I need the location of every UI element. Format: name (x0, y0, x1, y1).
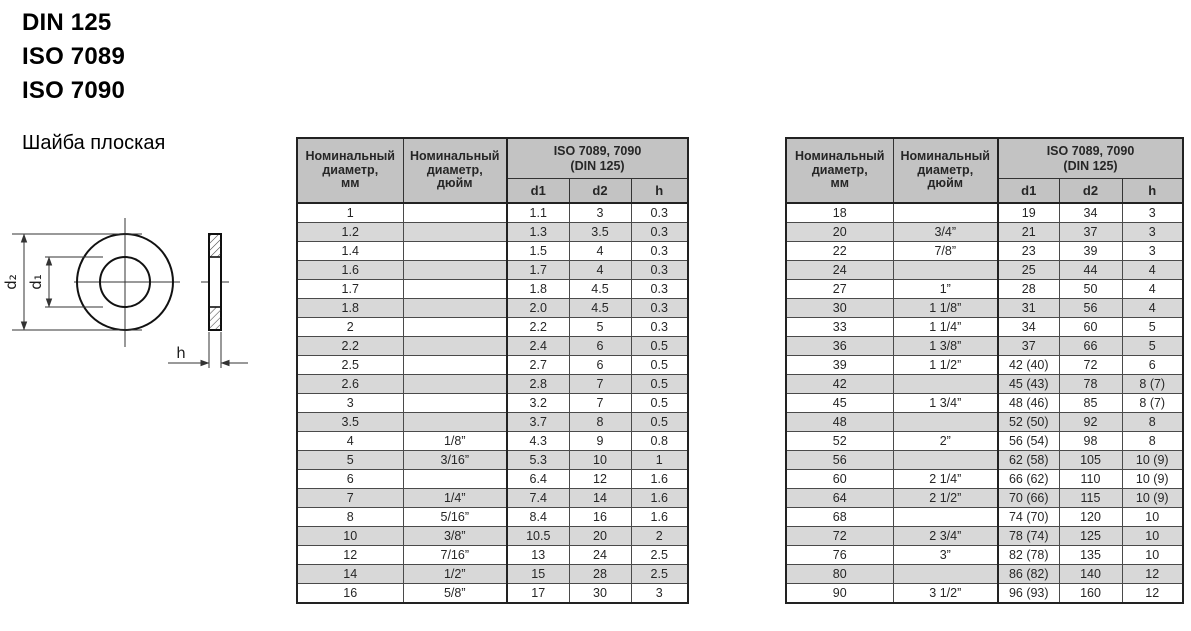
cell-d2: 115 (1059, 489, 1122, 508)
cell-h: 3 (1122, 223, 1183, 242)
cell-nominal-inch: 5/16” (403, 508, 507, 527)
cell-h: 4 (1122, 299, 1183, 318)
cell-h: 1.6 (631, 489, 688, 508)
cell-h: 8 (7) (1122, 394, 1183, 413)
cell-nominal-inch (893, 508, 998, 527)
cell-d1: 2.4 (507, 337, 569, 356)
cell-h: 0.3 (631, 223, 688, 242)
cell-h: 1 (631, 451, 688, 470)
cell-h: 0.3 (631, 261, 688, 280)
table-row (297, 337, 688, 356)
cell-d1: 28 (998, 280, 1059, 299)
header-nominal-inch (893, 138, 998, 203)
cell-d1: 2.8 (507, 375, 569, 394)
cell-nominal-inch (893, 565, 998, 584)
cell-d1: 42 (40) (998, 356, 1059, 375)
washer-dimensions-table-small (296, 137, 689, 604)
header-line: (DIN 125) (570, 158, 625, 173)
cell-h: 0.5 (631, 337, 688, 356)
cell-d1: 3.7 (507, 413, 569, 432)
cell-nominal-inch (403, 203, 507, 223)
table-row (786, 565, 1183, 584)
table-row (786, 432, 1183, 451)
table-row (297, 508, 688, 527)
cell-h: 10 (9) (1122, 470, 1183, 489)
cell-nominal-inch: 1 3/4” (893, 394, 998, 413)
cell-nominal-inch (403, 337, 507, 356)
cell-h: 3 (1122, 242, 1183, 261)
header-line: Номинальный (900, 149, 990, 164)
cell-h: 0.5 (631, 413, 688, 432)
cell-d1: 1.5 (507, 242, 569, 261)
cell-d1: 52 (50) (998, 413, 1059, 432)
table-row (297, 318, 688, 337)
cell-nominal-inch (403, 242, 507, 261)
cell-d2: 30 (569, 584, 631, 604)
cell-d2: 9 (569, 432, 631, 451)
table-row (297, 394, 688, 413)
cell-nominal-mm: 3 (297, 394, 403, 413)
cell-d1: 82 (78) (998, 546, 1059, 565)
cell-h: 10 (9) (1122, 489, 1183, 508)
cell-nominal-inch (403, 280, 507, 299)
cell-d2: 66 (1059, 337, 1122, 356)
header-d1: d1 (998, 179, 1059, 204)
cell-h: 10 (1122, 527, 1183, 546)
table-row (297, 299, 688, 318)
header-line: Номинальный (410, 149, 500, 164)
header-line: Номинальный (305, 149, 395, 164)
cell-nominal-inch: 2 1/2” (893, 489, 998, 508)
cell-nominal-mm: 22 (786, 242, 893, 261)
cell-d1: 19 (998, 203, 1059, 223)
cell-d2: 60 (1059, 318, 1122, 337)
cell-d1: 1.8 (507, 280, 569, 299)
cell-nominal-mm: 76 (786, 546, 893, 565)
header-d2: d2 (1059, 179, 1122, 204)
cell-d1: 86 (82) (998, 565, 1059, 584)
cell-d1: 8.4 (507, 508, 569, 527)
cell-h: 3 (1122, 203, 1183, 223)
table-row (297, 413, 688, 432)
cell-nominal-inch (403, 318, 507, 337)
cell-nominal-mm: 56 (786, 451, 893, 470)
cell-h: 5 (1122, 337, 1183, 356)
page-subtitle: Шайба плоская (22, 132, 166, 154)
cell-nominal-inch (403, 470, 507, 489)
cell-nominal-inch: 3/4” (893, 223, 998, 242)
cell-h: 0.8 (631, 432, 688, 451)
header-line: мм (830, 176, 849, 191)
cell-h: 4 (1122, 261, 1183, 280)
cell-nominal-mm: 4 (297, 432, 403, 451)
header-h: h (631, 179, 688, 204)
cell-h: 0.3 (631, 280, 688, 299)
cell-d2: 8 (569, 413, 631, 432)
cell-d2: 12 (569, 470, 631, 489)
table-row (786, 261, 1183, 280)
header-line: Номинальный (795, 149, 885, 164)
cell-h: 10 (1122, 546, 1183, 565)
cell-d2: 56 (1059, 299, 1122, 318)
cell-h: 2 (631, 527, 688, 546)
cell-nominal-mm: 1.8 (297, 299, 403, 318)
cell-d2: 110 (1059, 470, 1122, 489)
header-line: (DIN 125) (1063, 158, 1118, 173)
cell-d2: 160 (1059, 584, 1122, 604)
cell-nominal-mm: 2.6 (297, 375, 403, 394)
cell-h: 4 (1122, 280, 1183, 299)
cell-nominal-mm: 5 (297, 451, 403, 470)
cell-h: 0.5 (631, 394, 688, 413)
section-hatch-top (209, 234, 221, 257)
cell-d2: 34 (1059, 203, 1122, 223)
title-din-125: DIN 125 (22, 9, 112, 36)
table-row (297, 223, 688, 242)
header-line: ISO 7089, 7090 (1046, 143, 1135, 158)
cell-d2: 3.5 (569, 223, 631, 242)
cell-d1: 31 (998, 299, 1059, 318)
cell-nominal-inch (403, 394, 507, 413)
cell-h: 8 (1122, 413, 1183, 432)
cell-d1: 78 (74) (998, 527, 1059, 546)
cell-d1: 2.2 (507, 318, 569, 337)
table-row (297, 489, 688, 508)
cell-nominal-mm: 2.5 (297, 356, 403, 375)
cell-nominal-mm: 1.6 (297, 261, 403, 280)
header-d1: d1 (507, 179, 569, 204)
cell-d2: 37 (1059, 223, 1122, 242)
cell-nominal-mm: 20 (786, 223, 893, 242)
cell-nominal-inch: 2 3/4” (893, 527, 998, 546)
table-row (297, 451, 688, 470)
cell-d1: 74 (70) (998, 508, 1059, 527)
cell-nominal-inch (403, 413, 507, 432)
cell-d2: 4.5 (569, 280, 631, 299)
cell-nominal-inch: 3/16” (403, 451, 507, 470)
cell-h: 0.3 (631, 203, 688, 223)
cell-h: 0.3 (631, 318, 688, 337)
cell-nominal-mm: 90 (786, 584, 893, 604)
cell-nominal-inch: 2 1/4” (893, 470, 998, 489)
cell-d1: 62 (58) (998, 451, 1059, 470)
table-row (786, 584, 1183, 604)
washer-front-view (74, 218, 180, 347)
cell-d1: 96 (93) (998, 584, 1059, 604)
cell-h: 2.5 (631, 565, 688, 584)
washer-technical-drawing (0, 205, 290, 385)
cell-h: 0.5 (631, 375, 688, 394)
cell-h: 0.3 (631, 242, 688, 261)
cell-nominal-mm: 42 (786, 375, 893, 394)
cell-nominal-mm: 2.2 (297, 337, 403, 356)
cell-nominal-mm: 1.2 (297, 223, 403, 242)
table-row (297, 470, 688, 489)
cell-nominal-mm: 8 (297, 508, 403, 527)
cell-d1: 1.1 (507, 203, 569, 223)
table-row (297, 356, 688, 375)
cell-nominal-mm: 39 (786, 356, 893, 375)
cell-d2: 105 (1059, 451, 1122, 470)
cell-nominal-inch (403, 356, 507, 375)
table-row (786, 223, 1183, 242)
cell-h: 0.3 (631, 299, 688, 318)
cell-nominal-inch: 1” (893, 280, 998, 299)
cell-d1: 21 (998, 223, 1059, 242)
cell-nominal-inch: 5/8” (403, 584, 507, 604)
cell-nominal-mm: 80 (786, 565, 893, 584)
cell-nominal-inch (403, 299, 507, 318)
cell-nominal-inch: 1 1/4” (893, 318, 998, 337)
cell-nominal-mm: 72 (786, 527, 893, 546)
table-row (786, 356, 1183, 375)
cell-d1: 48 (46) (998, 394, 1059, 413)
title-iso-7089: ISO 7089 (22, 43, 126, 70)
table-row (786, 375, 1183, 394)
cell-d2: 120 (1059, 508, 1122, 527)
cell-d2: 4.5 (569, 299, 631, 318)
table-row (786, 394, 1183, 413)
cell-nominal-inch (403, 261, 507, 280)
cell-h: 8 (1122, 432, 1183, 451)
cell-h: 2.5 (631, 546, 688, 565)
table-row (786, 489, 1183, 508)
cell-d2: 3 (569, 203, 631, 223)
cell-nominal-mm: 16 (297, 584, 403, 604)
cell-d2: 50 (1059, 280, 1122, 299)
cell-d1: 10.5 (507, 527, 569, 546)
cell-d1: 56 (54) (998, 432, 1059, 451)
header-line: дюйм (436, 176, 473, 191)
cell-nominal-inch: 1/2” (403, 565, 507, 584)
standards-title-block (22, 6, 125, 108)
cell-d1: 1.7 (507, 261, 569, 280)
cell-nominal-mm: 3.5 (297, 413, 403, 432)
cell-h: 0.5 (631, 356, 688, 375)
section-hatch-bottom (209, 307, 221, 330)
cell-nominal-mm: 12 (297, 546, 403, 565)
table-row (786, 470, 1183, 489)
cell-d2: 72 (1059, 356, 1122, 375)
cell-d1: 23 (998, 242, 1059, 261)
header-iso-group (507, 138, 688, 179)
cell-d2: 6 (569, 356, 631, 375)
cell-d1: 15 (507, 565, 569, 584)
cell-nominal-inch: 1/8” (403, 432, 507, 451)
cell-nominal-inch (403, 375, 507, 394)
cell-h: 12 (1122, 565, 1183, 584)
header-d2: d2 (569, 179, 631, 204)
cell-d1: 2.0 (507, 299, 569, 318)
cell-d1: 45 (43) (998, 375, 1059, 394)
cell-d1: 6.4 (507, 470, 569, 489)
cell-d1: 3.2 (507, 394, 569, 413)
cell-d2: 5 (569, 318, 631, 337)
table-row (297, 565, 688, 584)
cell-d2: 98 (1059, 432, 1122, 451)
header-line: ISO 7089, 7090 (553, 143, 642, 158)
cell-h: 3 (631, 584, 688, 604)
cell-d1: 4.3 (507, 432, 569, 451)
cell-d1: 17 (507, 584, 569, 604)
cell-d1: 1.3 (507, 223, 569, 242)
table-row (786, 318, 1183, 337)
cell-h: 6 (1122, 356, 1183, 375)
cell-d2: 4 (569, 261, 631, 280)
cell-nominal-mm: 60 (786, 470, 893, 489)
washer-section-view (201, 234, 229, 330)
cell-nominal-mm: 1 (297, 203, 403, 223)
cell-nominal-mm: 6 (297, 470, 403, 489)
table-row (786, 527, 1183, 546)
cell-nominal-mm: 33 (786, 318, 893, 337)
cell-d2: 28 (569, 565, 631, 584)
cell-d2: 7 (569, 375, 631, 394)
table-row (297, 432, 688, 451)
table-row (786, 337, 1183, 356)
header-nominal-mm (297, 138, 403, 203)
cell-d2: 140 (1059, 565, 1122, 584)
table-row (786, 242, 1183, 261)
cell-d2: 24 (569, 546, 631, 565)
washer-dimensions-table-large (785, 137, 1184, 604)
cell-nominal-mm: 10 (297, 527, 403, 546)
cell-nominal-mm: 36 (786, 337, 893, 356)
cell-nominal-inch (893, 413, 998, 432)
header-line: диаметр, (322, 162, 379, 177)
cell-nominal-inch: 7/16” (403, 546, 507, 565)
header-line: мм (341, 176, 360, 191)
table-row (297, 375, 688, 394)
cell-d2: 10 (569, 451, 631, 470)
cell-nominal-mm: 1.4 (297, 242, 403, 261)
d2-label: d₂ (2, 274, 20, 290)
cell-nominal-inch: 1 1/2” (893, 356, 998, 375)
header-nominal-inch (403, 138, 507, 203)
header-line: диаметр, (811, 162, 868, 177)
cell-nominal-mm: 52 (786, 432, 893, 451)
cell-h: 1.6 (631, 470, 688, 489)
cell-nominal-mm: 27 (786, 280, 893, 299)
cell-d1: 7.4 (507, 489, 569, 508)
cell-d2: 6 (569, 337, 631, 356)
cell-d1: 2.7 (507, 356, 569, 375)
h-label: h (176, 344, 186, 362)
cell-h: 8 (7) (1122, 375, 1183, 394)
cell-d2: 7 (569, 394, 631, 413)
cell-nominal-mm: 45 (786, 394, 893, 413)
d1-label: d₁ (27, 274, 45, 290)
title-iso-7090: ISO 7090 (22, 77, 126, 104)
table-row (297, 242, 688, 261)
cell-d2: 14 (569, 489, 631, 508)
cell-d2: 44 (1059, 261, 1122, 280)
cell-nominal-inch: 3 1/2” (893, 584, 998, 604)
cell-nominal-inch: 7/8” (893, 242, 998, 261)
table-row (297, 280, 688, 299)
cell-d2: 4 (569, 242, 631, 261)
header-nominal-mm (786, 138, 893, 203)
cell-d1: 25 (998, 261, 1059, 280)
cell-nominal-mm: 48 (786, 413, 893, 432)
cell-nominal-mm: 24 (786, 261, 893, 280)
cell-nominal-inch (893, 261, 998, 280)
cell-nominal-inch: 2” (893, 432, 998, 451)
table-row (786, 508, 1183, 527)
table-row (786, 546, 1183, 565)
cell-d2: 135 (1059, 546, 1122, 565)
cell-nominal-mm: 18 (786, 203, 893, 223)
cell-nominal-inch: 1 1/8” (893, 299, 998, 318)
cell-d1: 37 (998, 337, 1059, 356)
cell-d2: 125 (1059, 527, 1122, 546)
cell-d1: 5.3 (507, 451, 569, 470)
cell-nominal-inch: 3” (893, 546, 998, 565)
cell-d2: 92 (1059, 413, 1122, 432)
cell-nominal-mm: 2 (297, 318, 403, 337)
cell-d2: 20 (569, 527, 631, 546)
cell-h: 10 (9) (1122, 451, 1183, 470)
table-row (297, 261, 688, 280)
cell-nominal-mm: 14 (297, 565, 403, 584)
header-line: дюйм (927, 176, 964, 191)
cell-d1: 34 (998, 318, 1059, 337)
cell-h: 12 (1122, 584, 1183, 604)
cell-nominal-inch: 1/4” (403, 489, 507, 508)
cell-d1: 66 (62) (998, 470, 1059, 489)
header-h: h (1122, 179, 1183, 204)
table-row (786, 451, 1183, 470)
cell-nominal-inch: 3/8” (403, 527, 507, 546)
cell-h: 5 (1122, 318, 1183, 337)
header-iso-group (998, 138, 1183, 179)
cell-nominal-mm: 64 (786, 489, 893, 508)
header-line: диаметр, (917, 162, 974, 177)
cell-nominal-mm: 7 (297, 489, 403, 508)
table-row (297, 203, 688, 223)
table-row (297, 546, 688, 565)
cell-d2: 78 (1059, 375, 1122, 394)
table-row (297, 527, 688, 546)
cell-d2: 85 (1059, 394, 1122, 413)
cell-d2: 16 (569, 508, 631, 527)
cell-nominal-inch (403, 223, 507, 242)
table-row (786, 299, 1183, 318)
header-line: диаметр, (426, 162, 483, 177)
cell-nominal-inch (893, 451, 998, 470)
table-row (786, 203, 1183, 223)
cell-h: 10 (1122, 508, 1183, 527)
cell-nominal-inch: 1 3/8” (893, 337, 998, 356)
table-row (297, 584, 688, 604)
table-row (786, 280, 1183, 299)
cell-nominal-mm: 1.7 (297, 280, 403, 299)
cell-nominal-mm: 30 (786, 299, 893, 318)
cell-nominal-inch (893, 375, 998, 394)
cell-h: 1.6 (631, 508, 688, 527)
cell-nominal-mm: 68 (786, 508, 893, 527)
cell-nominal-inch (893, 203, 998, 223)
table-row (786, 413, 1183, 432)
cell-d1: 70 (66) (998, 489, 1059, 508)
cell-d2: 39 (1059, 242, 1122, 261)
cell-d1: 13 (507, 546, 569, 565)
